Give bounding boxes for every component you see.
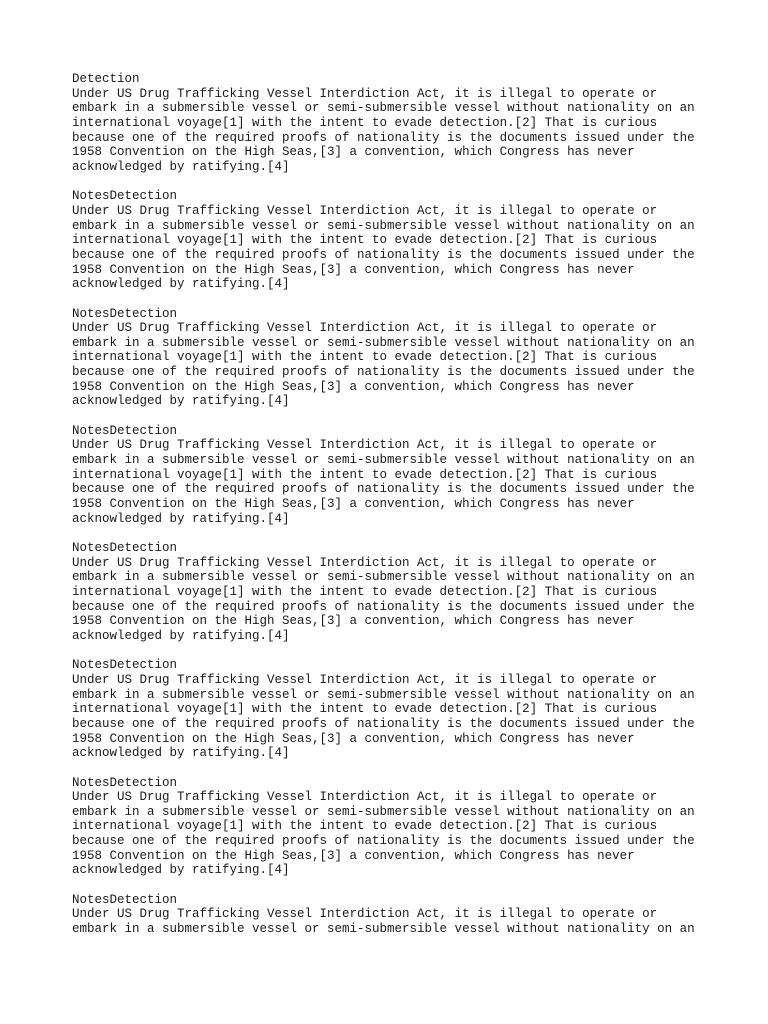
text-line: because one of the required proofs of nationality is the documents issued under the	[72, 834, 695, 849]
block-heading: NotesDetection	[72, 423, 178, 438]
text-line: international voyage[1] with the intent to evade detection.[2] That is curious	[72, 115, 658, 130]
block-heading: NotesDetection	[72, 306, 178, 321]
text-line: embark in a submersible vessel or semi-submersible vessel without nationality on an	[72, 687, 695, 702]
text-line: international voyage[1] with the intent to evade detection.[2] That is curious	[72, 467, 658, 482]
block-heading: NotesDetection	[72, 892, 178, 907]
text-block	[72, 307, 712, 410]
block-heading: NotesDetection	[72, 541, 178, 555]
block-heading: NotesDetection	[72, 189, 178, 204]
text-line: embark in a submersible vessel or semi-submersible vessel without nationality on an	[72, 922, 695, 937]
document-page	[72, 72, 712, 951]
text-line: 1958 Convention on the High Seas,[3] a convention, which Congress has never	[72, 848, 635, 863]
block-heading: NotesDetection	[72, 658, 178, 673]
text-line: international voyage[1] with the intent to evade detection.[2] That is curious	[72, 819, 658, 834]
text-line: because one of the required proofs of nationality is the documents issued under the	[72, 247, 695, 262]
text-line: international voyage[1] with the intent to evade detection.[2] That is curious	[72, 233, 658, 248]
text-line: 1958 Convention on the High Seas,[3] a convention, which Congress has never	[72, 614, 635, 629]
text-block	[72, 424, 712, 527]
text-line: because one of the required proofs of nationality is the documents issued under the	[72, 365, 695, 380]
text-line: 1958 Convention on the High Seas,[3] a convention, which Congress has never	[72, 262, 635, 277]
text-line: because one of the required proofs of nationality is the documents issued under the	[72, 130, 695, 145]
text-line: 1958 Convention on the High Seas,[3] a convention, which Congress has never	[72, 145, 635, 160]
text-line: embark in a submersible vessel or semi-submersible vessel without nationality on an	[72, 453, 695, 468]
text-line: acknowledged by ratifying.[4]	[72, 511, 290, 526]
text-line: embark in a submersible vessel or semi-submersible vessel without nationality on an	[72, 570, 695, 585]
text-line: Under US Drug Trafficking Vessel Interdiction Act, it is illegal to operate or	[72, 438, 658, 453]
text-block	[72, 776, 712, 879]
text-line: because one of the required proofs of nationality is the documents issued under the	[72, 599, 695, 614]
text-line: embark in a submersible vessel or semi-submersible vessel without nationality on an	[72, 335, 695, 350]
text-line: acknowledged by ratifying.[4]	[72, 159, 290, 174]
text-line: Under US Drug Trafficking Vessel Interdiction Act, it is illegal to operate or	[72, 321, 658, 336]
text-line: Under US Drug Trafficking Vessel Interdiction Act, it is illegal to operate or	[72, 555, 658, 570]
text-line: because one of the required proofs of nationality is the documents issued under the	[72, 482, 695, 497]
text-line: Under US Drug Trafficking Vessel Interdiction Act, it is illegal to operate or	[72, 86, 658, 101]
block-heading: NotesDetection	[72, 775, 178, 790]
text-block	[72, 658, 712, 761]
text-block	[72, 893, 712, 937]
text-block	[72, 541, 712, 644]
text-line: 1958 Convention on the High Seas,[3] a convention, which Congress has never	[72, 731, 635, 746]
text-line: acknowledged by ratifying.[4]	[72, 394, 290, 409]
text-line: acknowledged by ratifying.[4]	[72, 277, 290, 292]
text-line: Under US Drug Trafficking Vessel Interdiction Act, it is illegal to operate or	[72, 907, 658, 922]
text-line: Under US Drug Trafficking Vessel Interdiction Act, it is illegal to operate or	[72, 672, 658, 687]
text-line: international voyage[1] with the intent to evade detection.[2] That is curious	[72, 584, 658, 599]
text-line: acknowledged by ratifying.[4]	[72, 746, 290, 761]
text-line: embark in a submersible vessel or semi-submersible vessel without nationality on an	[72, 218, 695, 233]
text-line: because one of the required proofs of nationality is the documents issued under the	[72, 716, 695, 731]
text-line: acknowledged by ratifying.[4]	[72, 863, 290, 878]
text-block	[72, 72, 712, 175]
text-line: international voyage[1] with the intent to evade detection.[2] That is curious	[72, 350, 658, 365]
block-heading: Detection	[72, 72, 140, 86]
text-line: international voyage[1] with the intent to evade detection.[2] That is curious	[72, 702, 658, 717]
text-line: Under US Drug Trafficking Vessel Interdiction Act, it is illegal to operate or	[72, 790, 658, 805]
text-line: 1958 Convention on the High Seas,[3] a convention, which Congress has never	[72, 497, 635, 512]
text-line: Under US Drug Trafficking Vessel Interdiction Act, it is illegal to operate or	[72, 203, 658, 218]
text-line: acknowledged by ratifying.[4]	[72, 628, 290, 643]
text-line: 1958 Convention on the High Seas,[3] a convention, which Congress has never	[72, 379, 635, 394]
text-line: embark in a submersible vessel or semi-submersible vessel without nationality on an	[72, 101, 695, 116]
text-line: embark in a submersible vessel or semi-submersible vessel without nationality on an	[72, 804, 695, 819]
text-block	[72, 189, 712, 292]
